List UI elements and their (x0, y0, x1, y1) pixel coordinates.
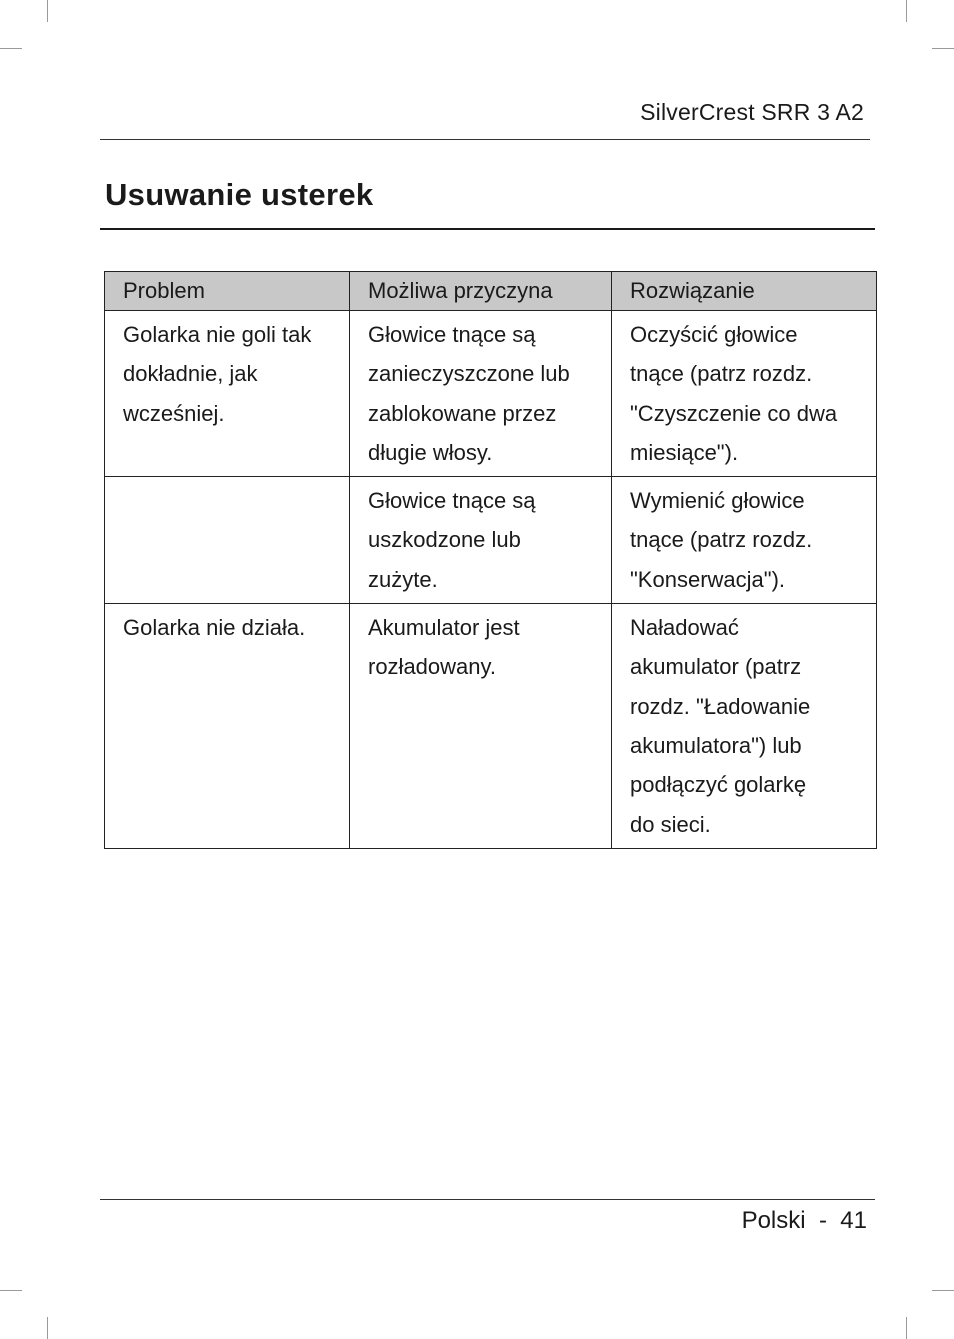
footer-rule (100, 1199, 875, 1200)
crop-mark-bottom-right (906, 1317, 907, 1339)
crop-mark-top-left (47, 0, 48, 22)
page-footer (742, 1207, 867, 1235)
cell-problem: Golarka nie goli tak dokładnie, jak wcześniej. (105, 311, 350, 477)
crop-mark-bottom-right-h (932, 1290, 954, 1291)
troubleshooting-table (104, 271, 877, 849)
column-header-solution: Rozwiązanie (612, 272, 877, 311)
cell-cause: Głowice tnące są uszkodzone lub zużyte. (350, 477, 612, 604)
crop-mark-top-left-h (0, 48, 22, 49)
cell-solution: Naładować akumulator (patrz rozdz. "Ładowanie akumulatora") lub podłączyć golarkę do sieci. (612, 604, 877, 849)
page-number: 41 (840, 1207, 867, 1234)
cell-problem: Golarka nie działa. (105, 604, 350, 849)
cell-problem (105, 477, 350, 604)
column-header-problem: Problem (105, 272, 350, 311)
table-row (105, 477, 877, 604)
cell-solution: Oczyścić głowice tnące (patrz rozdz. "Czyszczenie co dwa miesiące"). (612, 311, 877, 477)
footer-separator: - (818, 1207, 827, 1234)
title-rule (100, 228, 875, 230)
cell-solution: Wymienić głowice tnące (patrz rozdz. "Konserwacja"). (612, 477, 877, 604)
header-rule (100, 139, 870, 140)
cell-cause: Akumulator jest rozładowany. (350, 604, 612, 849)
table-row (105, 311, 877, 477)
table-header-row (105, 272, 877, 311)
cell-cause: Głowice tnące są zanieczyszczone lub zablokowane przez długie włosy. (350, 311, 612, 477)
crop-mark-bottom-left-h (0, 1290, 22, 1291)
crop-mark-bottom-left (47, 1317, 48, 1339)
running-header-product: SilverCrest SRR 3 A2 (640, 99, 864, 125)
column-header-cause: Możliwa przyczyna (350, 272, 612, 311)
crop-mark-top-right (906, 0, 907, 22)
page-title: Usuwanie usterek (105, 177, 374, 212)
footer-language: Polski (741, 1207, 806, 1234)
table-row (105, 604, 877, 849)
crop-mark-top-right-h (932, 48, 954, 49)
